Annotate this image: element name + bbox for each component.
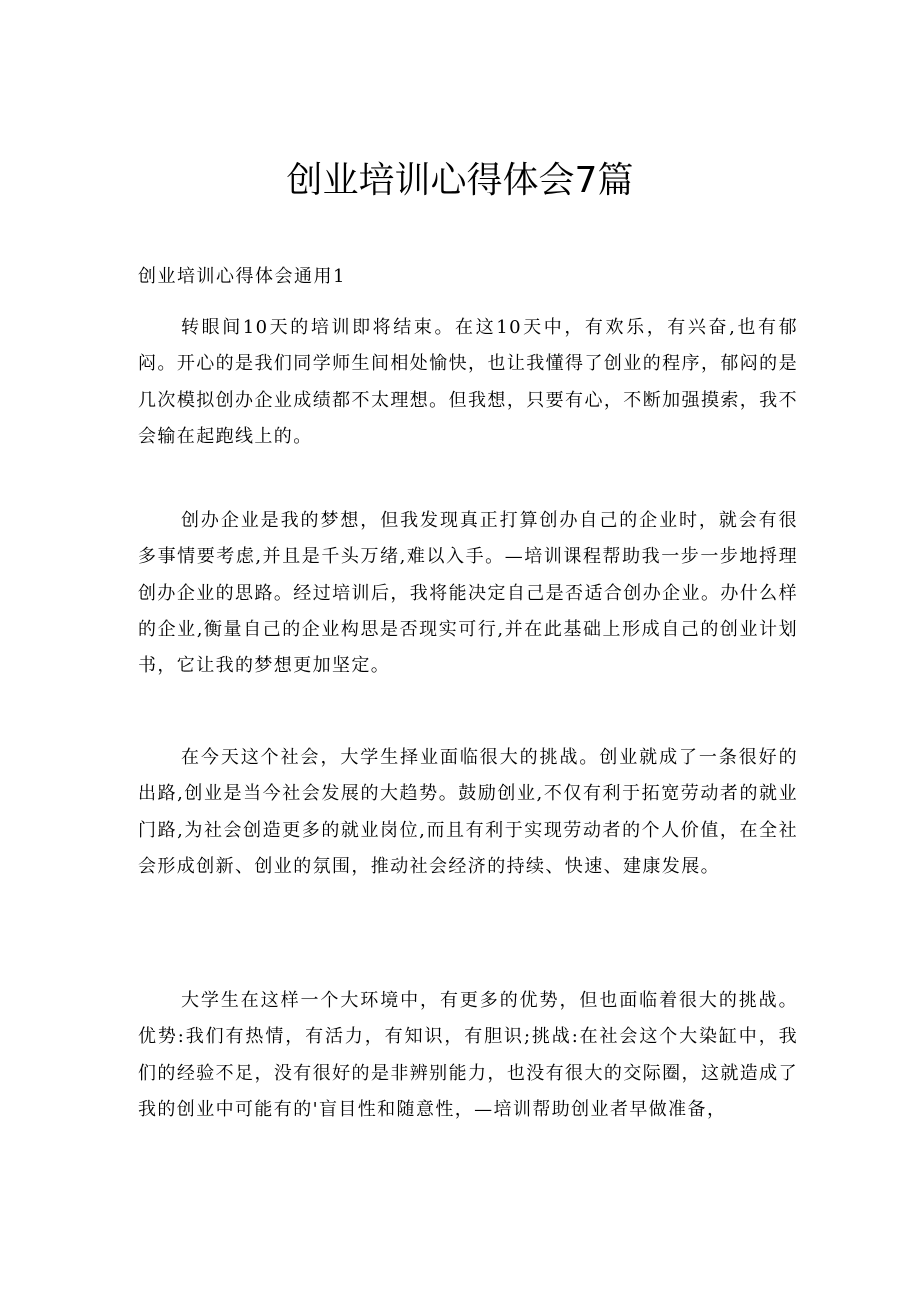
paragraph-4: 大学生在这样一个大环境中，有更多的优势，但也面临着很大的挑战。优势:我们有热情，有活力，有知识，有胆识;挑战:在社会这个大染缸中，我们的经验不足，没有很好的是非辨别能力，也没有很大的交际圈，这就造成了我的创业中可能有的'盲目性和随意性，—培训帮助创业者早做准备， (138, 990, 798, 1120)
paragraph-3: 在今天这个社会，大学生择业面临很大的挑战。创业就成了一条很好的出路,创业是当今社会发展的大趋势。鼓励创业,不仅有利于拓宽劳动者的就业门路,为社会创造更多的就业岗位,而且有利于实现劳动者的个人价值，在全社会形成创新、创业的氛围，推动社会经济的持续、快速、建康发展。 (138, 747, 798, 877)
paragraph-1: 转眼间10天的培训即将结束。在这10天中，有欢乐，有兴奋,也有郁闷。开心的是我们同学师生间相处愉快，也让我懂得了创业的程序，郁闷的是几次模拟创办企业成绩都不太理想。但我想，只要有心，不断加强摸索，我不会输在起跑线上的。 (138, 317, 798, 447)
section-subtitle: 创业培训心得体会通用1 (138, 266, 346, 287)
paragraph-2: 创办企业是我的梦想，但我发现真正打算创办自己的企业时，就会有很多事情要考虑,并且是千头万绪,难以入手。—培训课程帮助我一步一步地捋理创办企业的思路。经过培训后，我将能决定自己是否适合创办企业。办什么样的企业,衡量自己的企业构思是否现实可行,并在此基础上形成自己的创业计划书，它让我的梦想更加坚定。 (138, 510, 798, 677)
document-title: 创业培训心得体会7篇 (286, 160, 634, 201)
